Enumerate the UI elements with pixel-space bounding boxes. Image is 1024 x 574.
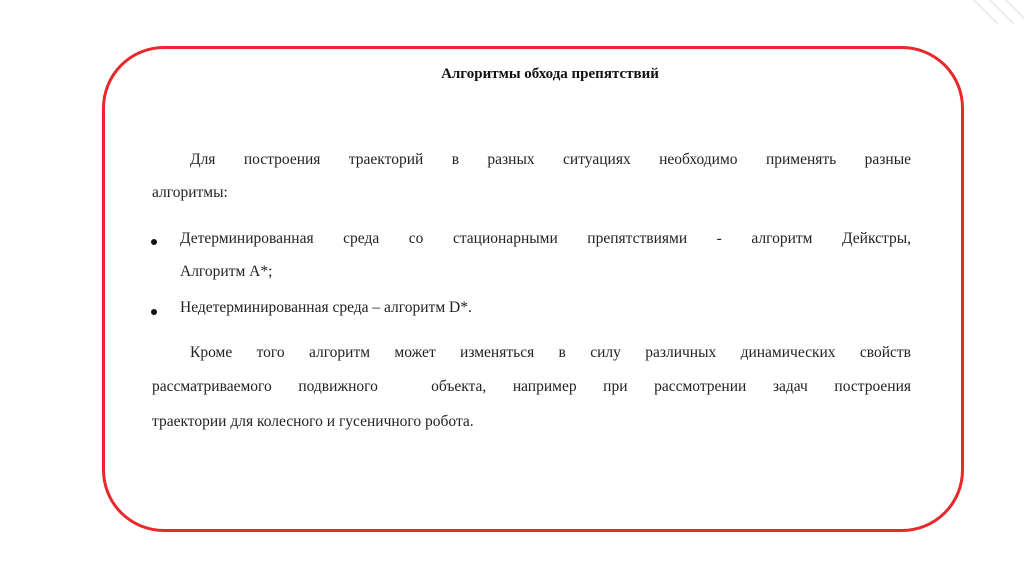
bullet-1-line-2: Алгоритм A*; bbox=[180, 263, 273, 280]
intro-line-1: Для построения траекторий в разных ситуациях необходимо применять разные bbox=[190, 151, 911, 168]
conclusion-line-3: траектории для колесного и гусеничного робота. bbox=[152, 413, 474, 430]
content-frame bbox=[102, 46, 964, 532]
conclusion-line-2: рассматриваемого подвижного объекта, например при рассмотрении задач построения bbox=[152, 378, 911, 395]
bullet-marker bbox=[151, 239, 157, 245]
intro-line-2: алгоритмы: bbox=[152, 184, 228, 201]
conclusion-line-1: Кроме того алгоритм может изменяться в силу различных динамических свойств bbox=[190, 344, 911, 361]
page-title: Алгоритмы обхода препятствий bbox=[441, 66, 659, 82]
bullet-marker bbox=[151, 309, 157, 315]
bullet-2-line-1: Недетерминированная среда – алгоритм D*. bbox=[180, 299, 472, 316]
corner-decoration bbox=[964, 0, 1024, 24]
bullet-1-line-1: Детерминированная среда со стационарными препятствиями - алгоритм Дейкстры, bbox=[180, 230, 911, 247]
